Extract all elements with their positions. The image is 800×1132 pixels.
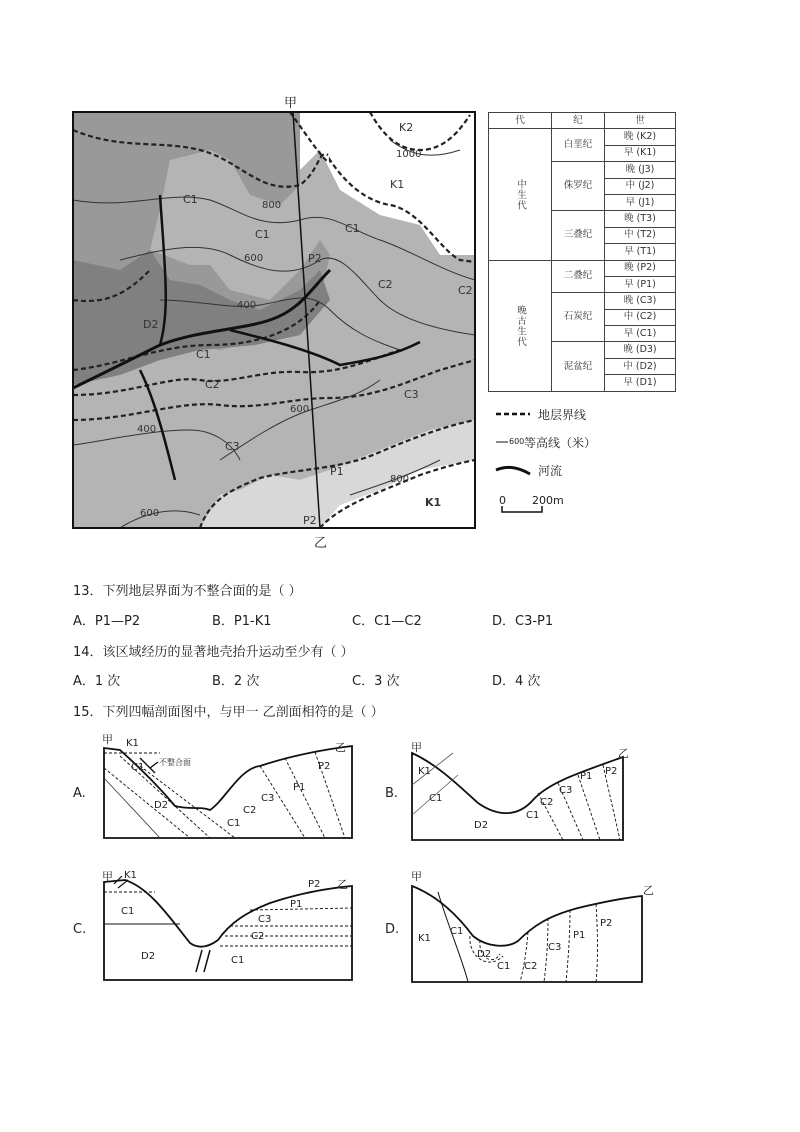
map-contour-400-lower: 400: [137, 424, 157, 435]
q14-option-d[interactable]: D．4 次: [492, 674, 541, 689]
section-c-p1: P1: [290, 899, 303, 910]
section-b-letter[interactable]: B.: [385, 786, 399, 801]
map-stratum-k1-bottom: K1: [425, 496, 442, 509]
map-stratum-p2-mid: P2: [308, 252, 322, 265]
table-epoch-j2: 中 (J2): [605, 178, 676, 194]
section-c-p2: P2: [308, 879, 321, 890]
map-stratum-c1-b: C1: [255, 228, 270, 241]
q13-option-d[interactable]: D．C3-P1: [492, 614, 554, 629]
map-contour-800: 800: [262, 200, 282, 211]
section-d-c1-left: C1: [450, 926, 464, 937]
q13-option-b[interactable]: B．P1-K1: [212, 614, 272, 629]
section-a-p2: P2: [318, 761, 331, 772]
map-stratum-c2-b: C2: [378, 278, 393, 291]
section-a-start: 甲: [102, 733, 113, 746]
section-a-c1-upper: C1: [131, 762, 145, 773]
map-contour-1000: 1000: [396, 149, 422, 160]
section-b-c1-right: C1: [526, 810, 540, 821]
section-b-d2: D2: [474, 820, 489, 831]
table-epoch-k1: 早 (K1): [605, 145, 676, 161]
table-epoch-j1: 早 (J1): [605, 194, 676, 210]
table-epoch-t1: 早 (T1): [605, 244, 676, 260]
table-epoch-d3: 晚 (D3): [605, 342, 676, 358]
question-15: 15．下列四幅剖面图中，与甲一 乙剖面相符的是（ ）: [73, 705, 384, 720]
section-d-c1-right: C1: [497, 961, 511, 972]
map-bottom-label: 乙: [314, 536, 328, 551]
table-period-triassic: 三叠纪: [552, 211, 605, 260]
scale-zero: 0: [499, 494, 506, 507]
q14-option-b[interactable]: B．2 次: [212, 674, 260, 689]
q13-option-c[interactable]: C．C1—C2: [352, 614, 422, 629]
section-a-unconformity: 不整合面: [159, 758, 191, 767]
section-b-k1: K1: [418, 766, 431, 777]
table-epoch-p1: 早 (P1): [605, 276, 676, 292]
q13-option-a[interactable]: A．P1—P2: [73, 614, 141, 629]
map-stratum-c3-b: C3: [225, 440, 240, 453]
map-contour-600-bottom: 600: [140, 508, 160, 519]
map-stratum-c1-c: C1: [345, 222, 360, 235]
table-period-permian: 二叠纪: [552, 260, 605, 293]
section-c-letter[interactable]: C.: [73, 922, 87, 937]
section-b-end: 乙: [618, 747, 629, 760]
table-header-epoch: 世: [605, 113, 676, 129]
table-epoch-p2: 晚 (P2): [605, 260, 676, 276]
section-b-c2: C2: [540, 797, 554, 808]
legend-contour-tick: 600: [509, 437, 525, 446]
table-period-devonian: 泥盆纪: [552, 342, 605, 391]
section-c-c3: C3: [258, 914, 272, 925]
table-epoch-d1: 早 (D1): [605, 375, 676, 391]
map-stratum-c3-a: C3: [404, 388, 419, 401]
scale-distance: 200m: [532, 494, 564, 507]
map-contour-600-lower: 600: [290, 404, 310, 415]
section-c-d2: D2: [141, 951, 156, 962]
table-header-era: 代: [489, 113, 552, 129]
section-b-p1: P1: [580, 771, 593, 782]
table-era-late-paleozoic: 晚古生代: [489, 260, 552, 391]
section-d-start: 甲: [411, 870, 422, 883]
section-c-c2: C2: [251, 931, 265, 942]
section-d-c2: C2: [524, 961, 538, 972]
section-a-letter[interactable]: A.: [73, 786, 86, 801]
section-c-c1-right: C1: [231, 955, 245, 966]
map-stratum-p1: P1: [330, 465, 344, 478]
map-contour-400: 400: [237, 300, 257, 311]
section-d-p1: P1: [573, 930, 586, 941]
section-b-start: 甲: [411, 741, 422, 754]
table-epoch-j3: 晚 (J3): [605, 162, 676, 178]
table-era-mesozoic: 中生代: [489, 129, 552, 260]
legend-river-symbol: [496, 467, 530, 474]
section-c-diagram: [100, 868, 360, 988]
stratigraphic-table: [488, 112, 676, 392]
section-d-letter[interactable]: D.: [385, 922, 400, 937]
section-d-d2: D2: [477, 949, 492, 960]
map-stratum-p2-bottom: P2: [303, 514, 317, 527]
section-c-start: 甲: [102, 870, 113, 883]
question-14: 14．该区域经历的显著地壳抬升运动至少有（ ）: [73, 645, 354, 660]
map-stratum-c2-c: C2: [458, 284, 473, 297]
section-a-d2: D2: [154, 800, 169, 811]
section-a-k1: K1: [126, 738, 139, 749]
table-epoch-t3: 晚 (T3): [605, 211, 676, 227]
map-contour-600: 600: [244, 253, 264, 264]
table-period-carboniferous: 石炭纪: [552, 293, 605, 342]
section-d-p2: P2: [600, 918, 613, 929]
q14-option-c[interactable]: C．3 次: [352, 674, 400, 689]
legend-boundary-label: 地层界线: [538, 408, 587, 422]
table-epoch-d2: 中 (D2): [605, 358, 676, 374]
q14-option-a[interactable]: A．1 次: [73, 674, 121, 689]
table-epoch-c2: 中 (C2): [605, 309, 676, 325]
legend-contour-label: 等高线（米）: [524, 436, 597, 450]
section-d-c3: C3: [548, 942, 562, 953]
section-a-p1: P1: [293, 782, 306, 793]
table-epoch-c1: 早 (C1): [605, 326, 676, 342]
map-stratum-c1-d: C1: [196, 348, 211, 361]
table-epoch-t2: 中 (T2): [605, 227, 676, 243]
table-epoch-c3: 晚 (C3): [605, 293, 676, 309]
legend-river-label: 河流: [538, 464, 563, 478]
question-13: 13．下列地层界面为不整合面的是（ ）: [73, 584, 302, 599]
section-c-end: 乙: [337, 878, 348, 891]
table-epoch-k2: 晚 (K2): [605, 129, 676, 145]
section-a-end: 乙: [335, 741, 346, 754]
map-stratum-c2-a: C2: [205, 378, 220, 391]
section-c-c1-left: C1: [121, 906, 135, 917]
section-a-c2: C2: [243, 805, 257, 816]
section-c-k1: K1: [124, 870, 137, 881]
section-d-k1: K1: [418, 933, 431, 944]
table-period-jurassic: 侏罗纪: [552, 162, 605, 211]
map-stratum-c1-a: C1: [183, 193, 198, 206]
section-a-c1-lower: C1: [227, 818, 241, 829]
map-contour-800-lower: 800: [390, 474, 410, 485]
map-stratum-k2: K2: [399, 121, 414, 134]
section-b-c1-left: C1: [429, 793, 443, 804]
section-b-c3: C3: [559, 785, 573, 796]
map-top-label: 甲: [284, 96, 298, 111]
map-stratum-k1-top: K1: [390, 178, 405, 191]
section-a-c3: C3: [261, 793, 275, 804]
section-b-p2: P2: [605, 766, 618, 777]
section-d-end: 乙: [643, 884, 654, 897]
map-stratum-d2: D2: [143, 318, 159, 331]
table-header-period: 纪: [552, 113, 605, 129]
table-period-cretaceous: 白垩纪: [552, 129, 605, 162]
